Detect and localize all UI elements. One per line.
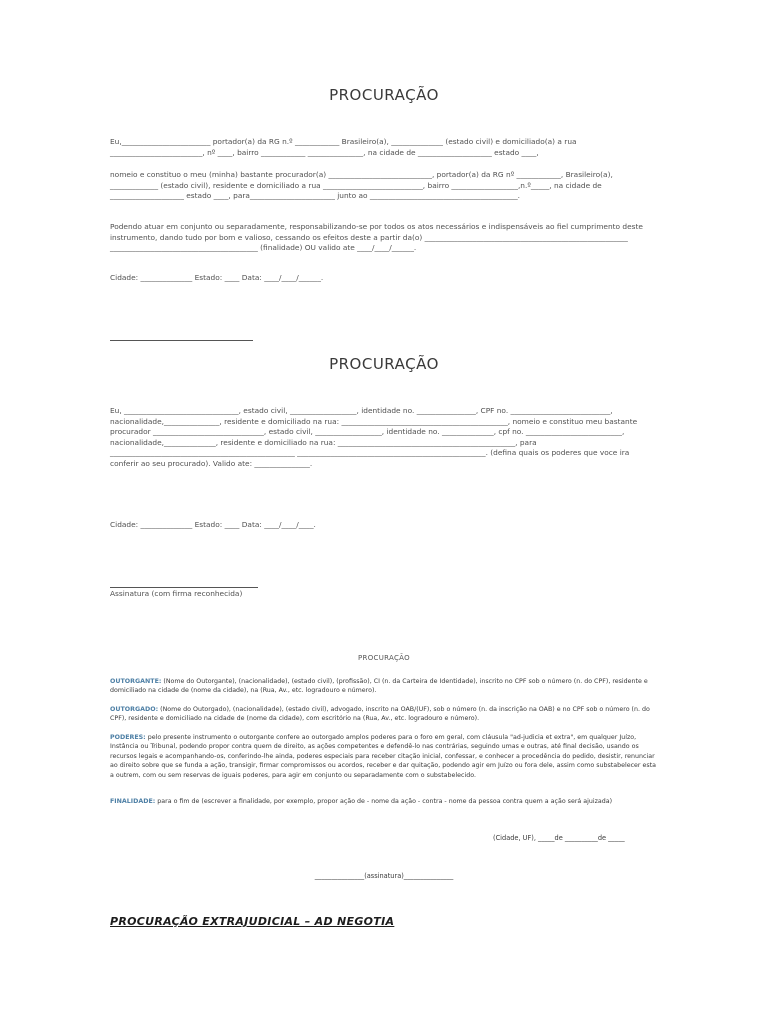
doc3-title: PROCURAÇÃO <box>358 654 410 662</box>
doc3-finalidade-section <box>110 797 660 806</box>
doc3-place-date: (Cidade, UF), _____de __________de _____ <box>493 834 625 842</box>
doc2-title: PROCURAÇÃO <box>329 355 439 373</box>
outorgado-text: (Nome do Outorgado), (nacionalidade), (estado civil), advogado, inscrito na OAB/(UF), sob o número (n. da inscrição na OAB) e no CPF sob o número (n. do CPF), residente e domiciliado na cidade de (nome da cidade), com escritório na (Rua, Av., etc. logradouro e número). <box>110 706 650 723</box>
doc3-signature: _______________(assinatura)_______________ <box>314 872 454 880</box>
doc1-signature-line <box>110 340 253 341</box>
finalidade-text: para o fim de (escrever a finalidade, por exemplo, propor ação de - nome da ação - contra - nome da pessoa contra quem a ação será ajuizada) <box>155 798 613 805</box>
finalidade-label: FINALIDADE: <box>110 798 156 805</box>
doc1-paragraph-3: Podendo atuar em conjunto ou separadamente, responsabilizando-se por todos os atos necessários e indispensáveis ao fiel cumprimento deste instrumento, dando tudo por bom e valioso, cessando os efeitos deste a partir da(o) _______________________________________________________ ________________________________________ (finalidade) OU valido ate ____/____/______. <box>110 222 643 252</box>
poderes-label: PODERES: <box>110 734 146 741</box>
doc1-title: PROCURAÇÃO <box>329 86 439 104</box>
doc1-paragraph-1: Eu,________________________ portador(a) da RG n.º ____________ Brasileiro(a), ______________ (estado civil) e domiciliado(a) a rua _________________________, nº ____, bairro ____________ _______________, na cidade de ____________________ estado ____, <box>110 137 577 157</box>
outorgado-label: OUTORGADO: <box>110 706 159 713</box>
doc3-outorgante-section <box>110 677 660 696</box>
poderes-text: pelo presente instrumento o outorgante confere ao outorgado amplos poderes para o foro em geral, com cláusula "ad-judicia et extra", em qualquer Juízo, Instância ou Tribunal, podendo propor contra quem de direito, as ações competentes e defendê-lo nas contrárias, seguindo umas e outras, até final decisão, usando os recursos legais e acompanhando-os, conferindo-lhe ainda, poderes especiais para receber citação inicial, confessar, e conhecer a procedência do pedido, desistir, renunciar ao direito sobre que se funda a ação, transigir, firmar compromissos ou acordos, receber e dar quitação, podendo agir em Juízo ou fora dele, assim como substabelecer esta a outrem, com ou sem reservas de iguais poderes, para agir em conjunto ou separadamente com o substabelecido. <box>110 734 657 779</box>
outorgante-label: OUTORGANTE: <box>110 678 162 685</box>
doc3-poderes-section <box>110 733 660 780</box>
doc2-signature-caption: Assinatura (com firma reconhecida) <box>110 589 243 598</box>
outorgante-text: (Nome do Outorgante), (nacionalidade), (estado civil), (profissão), CI (n. da Carteira de Identidade), inscrito no CPF sob o número (n. do CPF), residente e domiciliado na cidade de (nome da cidade), na (Rua, Av., etc. logradouro e número). <box>110 678 648 695</box>
doc3-outorgado-section <box>110 705 660 724</box>
doc4-title: PROCURAÇÃO EXTRAJUDICIAL – AD NEGOTIA <box>110 915 395 928</box>
doc2-place-date: Cidade: ______________ Estado: ____ Data: ____/____/____. <box>110 520 316 529</box>
doc2-signature-line <box>110 587 258 588</box>
doc1-place-date: Cidade: ______________ Estado: ____ Data: ____/____/______. <box>110 273 324 282</box>
doc2-paragraph-1: Eu, _______________________________, estado civil, __________________, identidade no. ________________, CPF no. ___________________________, nacionalidade,_______________, residente e domiciliado na rua: _____________________________________________, nomeio e constituo meu bastante procurador ______________________________, estado civil, __________________, identidade no. ______________, cpf no. __________________________, nacionalidade,______________, residente e domiciliado na rua: ________________________________________________, para __________________________________________________ ___________________________________________________. (defina quais os poderes que voce ira conferir ao seu procurado). Valido ate: _______________. <box>110 406 638 468</box>
doc1-paragraph-2: nomeio e constituo o meu (minha) bastante procurador(a) ____________________________, portador(a) da RG nº ____________, Brasileiro(a), _____________ (estado civil), residente e domiciliado a rua ___________________________, bairro __________________,n.º_____, na cidade de ____________________ estado ____, para_______________________ junto ao ________________________________________. <box>110 170 613 200</box>
